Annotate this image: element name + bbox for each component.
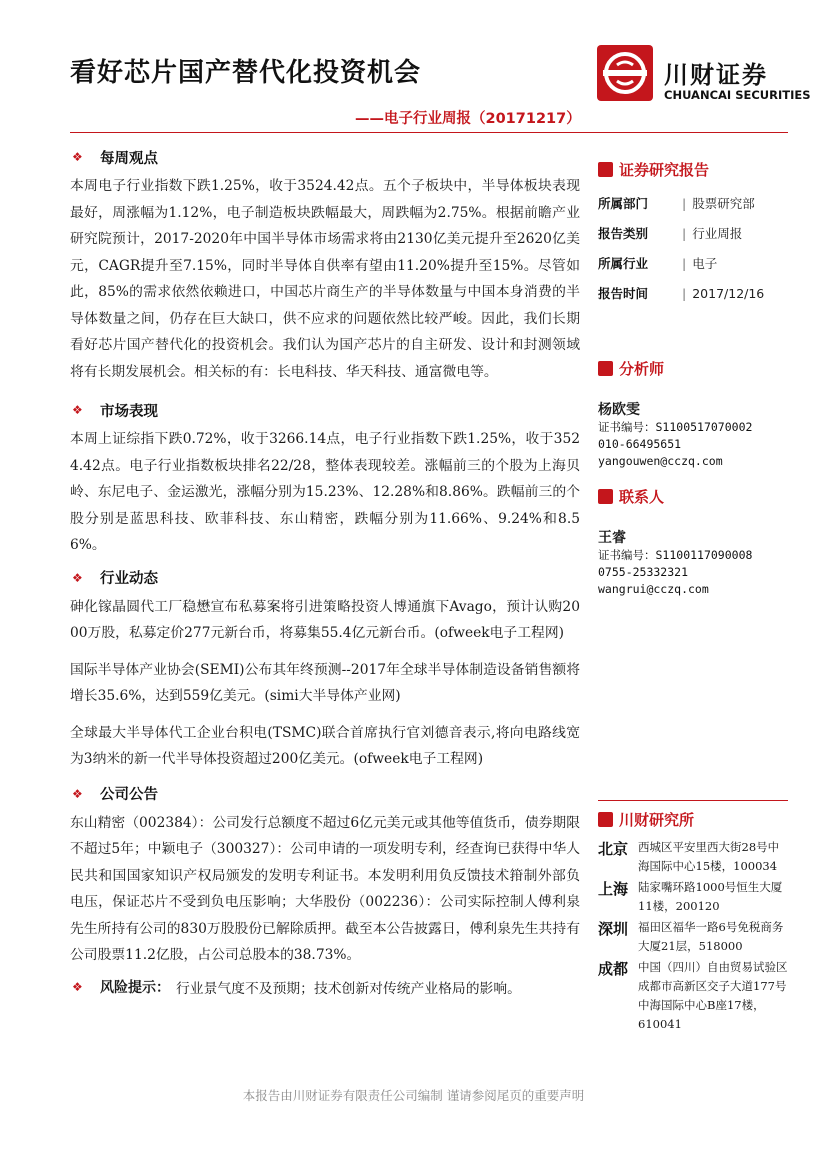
- office-chengdu: [598, 958, 793, 1034]
- section-header-weekly: [70, 145, 580, 169]
- analyst-cert: 证书编号：S1100517070002: [598, 420, 753, 434]
- section-title: 行业动态: [100, 571, 158, 587]
- contact-name: 王睿: [598, 530, 626, 546]
- office-city: 北京: [598, 840, 629, 858]
- institute-icon: [598, 812, 613, 827]
- contact-title: 联系人: [619, 487, 665, 506]
- contact-header: [598, 485, 793, 507]
- main-content: [70, 142, 580, 997]
- office-beijing: [598, 838, 793, 876]
- industry-news-item: 全球最大半导体代工企业台积电(TSMC)联合首席执行官刘德音表示,将向电路线宽为3纳米的新一代半导体投资超过200亿美元。(ofweek电子工程网): [70, 724, 580, 767]
- analyst-name: 杨欧雯: [598, 402, 640, 418]
- risk-label: 风险提示：: [100, 979, 170, 996]
- institute-panel: [598, 808, 793, 1034]
- office-address: 西城区平安里西大街28号中海国际中心15楼，100034: [638, 840, 780, 873]
- company-announcement-paragraph: 东山精密（002384）：公司发行总额度不超过6亿元美元或其他等值货币，债券期限不超过5年；中颖电子（300327）：公司申请的一项发明专利，经查询已获得中华人民共和国国家知识产权局颁发的发明专利证书。本发明利用负反馈技术箝制外部负电压，保证芯片不受到负电压影响；大华股份（002236）：公司实际控制人傅利泉先生所持有公司的830万股股份已解除质押。截至本公告披露日，傅利泉先生共持有公司股票11.2亿股，占公司总股本的38.73%。: [70, 814, 580, 963]
- info-separator: |: [682, 255, 687, 271]
- institute-title: 川财研究所: [619, 810, 695, 829]
- office-city: 成都: [598, 960, 629, 978]
- info-value: 2017/12/16: [692, 285, 765, 301]
- logo-icon: [597, 45, 653, 101]
- brand-name-en: CHUANCAI SECURITIES: [664, 88, 811, 102]
- info-key: 所属部门: [598, 196, 649, 211]
- office-address: 陆家嘴环路1000号恒生大厦11楼，200120: [638, 880, 783, 913]
- report-info-panel: [598, 158, 793, 308]
- section-header-company: [70, 782, 580, 806]
- risk-text: 行业景气度不及预期；技术创新对传统产业格局的影响。: [176, 980, 521, 997]
- info-value: 行业周报: [692, 226, 743, 241]
- diamond-bullet-icon: ❖: [72, 570, 83, 585]
- analyst-header: [598, 357, 793, 379]
- diamond-bullet-icon: ❖: [72, 786, 83, 801]
- section-title: 每周观点: [100, 150, 158, 167]
- info-separator: |: [682, 285, 687, 301]
- info-row-industry: [598, 248, 793, 278]
- institute-divider: [598, 800, 788, 801]
- office-shanghai: [598, 878, 793, 916]
- contact-phone: 0755-25332321: [598, 565, 689, 579]
- info-value: 电子: [692, 256, 718, 271]
- industry-news-item: 国际半导体产业协会(SEMI)公布其年终预测--2017年全球半导体制造设备销售额将增长35.6%，达到559亿美元。(simi大半导体产业网): [70, 661, 580, 704]
- logo-mark: [597, 45, 653, 101]
- analyst-phone: 010-66495651: [598, 437, 682, 451]
- section-header-market: [70, 398, 580, 422]
- header-divider: [70, 132, 788, 133]
- analyst-title: 分析师: [619, 359, 665, 378]
- info-separator: |: [682, 195, 687, 211]
- section-header-industry: [70, 566, 580, 590]
- office-city: 深圳: [598, 920, 629, 938]
- section-title: 市场表现: [100, 403, 158, 420]
- market-performance-paragraph: 本周上证综指下跌0.72%，收于3266.14点，电子行业指数下跌1.25%，收于3524.42点。电子行业指数板块排名22/28，整体表现较差。涨幅前三的个股为上海贝岭、东尼电子、金运激光，涨幅分别为15.23%、12.28%和8.86%。跌幅前三的个股分别是蓝思科技、欧菲科技、东山精密，跌幅分别为11.66%、9.24%和8.56%。: [70, 431, 580, 553]
- report-info-title: 证券研究报告: [619, 160, 710, 179]
- report-icon: [598, 162, 613, 177]
- institute-header: [598, 808, 793, 830]
- brand-name-cn: 川财证券: [664, 61, 768, 89]
- report-subtitle: ——电子行业周报（20171217）: [355, 111, 581, 127]
- contact-panel: [598, 485, 793, 598]
- contact-email[interactable]: wangrui@cczq.com: [598, 582, 709, 596]
- industry-news-item: 砷化镓晶圆代工厂稳懋宣布私募案将引进策略投资人博通旗下Avago，预计认购2000万股，私募定价277元新台币，将募集55.4亿元新台币。(ofweek电子工程网): [70, 598, 580, 641]
- info-row-department: [598, 188, 793, 218]
- info-key: 所属行业: [598, 256, 649, 271]
- footer-disclaimer: 本报告由川财证券有限责任公司编制 谨请参阅尾页的重要声明: [242, 1088, 585, 1103]
- info-key: 报告时间: [598, 286, 649, 301]
- office-address: 福田区福华一路6号免税商务大厦21层，518000: [638, 920, 784, 953]
- page-title: 看好芯片国产替代化投资机会: [70, 58, 422, 88]
- weekly-view-paragraph: 本周电子行业指数下跌1.25%，收于3524.42点。五个子板块中，半导体板块表现最好，周涨幅为1.12%，电子制造板块跌幅最大，周跌幅为2.75%。根据前瞻产业研究院预计，2017-2020年中国半导体市场需求将由2130亿美元提升至2620亿美元，CAGR提升至7.15%，同时半导体自供率有望由11.20%提升至15%。尽管如此，85%的需求依然依赖进口，中国芯片商生产的半导体数量与中国本身消费的半导体数量之间，仍存在巨大缺口，供不应求的问题依然比较严峻。因此，我们长期看好芯片国产替代化的投资机会。我们认为国产芯片的自主研发、设计和封测领域将有长期发展机会。相关标的有：长电科技、华天科技、通富微电等。: [70, 178, 580, 380]
- info-row-category: [598, 218, 793, 248]
- analyst-panel: [598, 357, 793, 470]
- office-address: 中国（四川）自由贸易试验区成都市高新区交子大道177号中海国际中心B座17楼，610041: [638, 960, 788, 1031]
- diamond-bullet-icon: ❖: [72, 979, 83, 994]
- analyst-email[interactable]: yangouwen@cczq.com: [598, 454, 723, 468]
- office-city: 上海: [598, 880, 629, 898]
- diamond-bullet-icon: ❖: [72, 403, 83, 417]
- office-shenzhen: [598, 918, 793, 956]
- contact-icon: [598, 489, 613, 504]
- info-row-date: [598, 278, 793, 308]
- analyst-icon: [598, 361, 613, 376]
- report-info-header: [598, 158, 793, 180]
- info-separator: |: [682, 225, 687, 241]
- section-title: 公司公告: [100, 787, 158, 803]
- info-key: 报告类别: [598, 226, 649, 241]
- risk-warning: [70, 977, 580, 997]
- diamond-bullet-icon: ❖: [72, 150, 83, 164]
- contact-cert: 证书编号：S1100117090008: [598, 548, 753, 562]
- info-value: 股票研究部: [692, 196, 755, 211]
